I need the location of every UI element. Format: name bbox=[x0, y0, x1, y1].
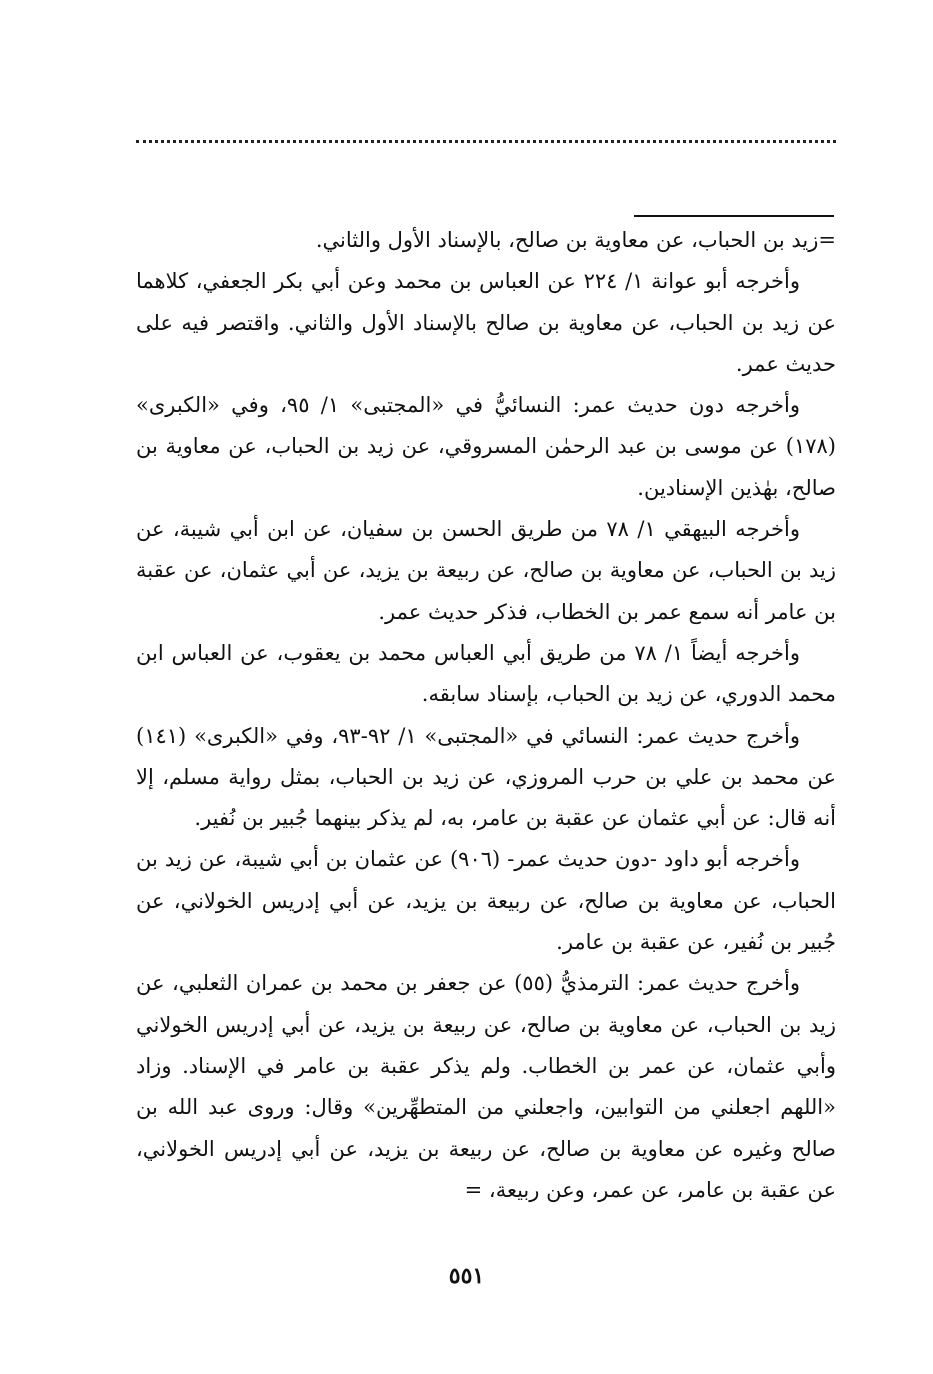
footnote-text bbox=[136, 220, 836, 1211]
page-number: ٥٥١ bbox=[448, 1263, 485, 1289]
footnote-separator-line bbox=[634, 215, 834, 217]
paragraph-8: وأخرج حديث عمر: الترمذيُّ (٥٥) عن جعفر بن محمد بن عمران الثعلبي، عن زيد بن الحباب، عن معاوية بن صالح، عن ربيعة بن يزيد، عن أبي إدريس الخولاني وأبي عثمان، عن عمر بن الخطاب. ولم يذكر عقبة بن عامر في الإسناد. وزاد «اللهم اجعلني من التوابين، واجعلني من المتطهِّرين» وقال: وروى عبد الله بن صالح وغيره عن معاوية بن صالح، عن ربيعة بن يزيد، عن أبي إدريس الخولاني، عن عقبة بن عامر، عن عمر، وعن ربيعة، = bbox=[136, 971, 836, 1202]
paragraph-3: وأخرجه دون حديث عمر: النسائيُّ في «المجتبى» ١/ ٩٥، وفي «الكبرى» (١٧٨) عن موسى بن عبد الرحمٰن المسروقي، عن زيد بن الحباب، عن معاوية بن صالح، بهٰذين الإسنادين. bbox=[136, 393, 836, 500]
paragraph-5: وأخرجه أيضاً ١/ ٧٨ من طريق أبي العباس محمد بن يعقوب، عن العباس ابن محمد الدوري، عن زيد بن الحباب، بإسناد سابقه. bbox=[136, 640, 836, 707]
paragraph-6: وأخرج حديث عمر: النسائي في «المجتبى» ١/ ٩٢-٩٣، وفي «الكبرى» (١٤١) عن محمد بن علي بن حرب المروزي، عن زيد بن الحباب، بمثل رواية مسلم، إلا أنه قال: عن أبي عثمان عن عقبة بن عامر، به، لم يذكر بينهما جُبير بن نُفير. bbox=[136, 723, 836, 831]
paragraph-1: =زيد بن الحباب، عن معاوية بن صالح، بالإسناد الأول والثاني. bbox=[315, 228, 836, 252]
paragraph-4: وأخرجه البيهقي ١/ ٧٨ من طريق الحسن بن سفيان، عن ابن أبي شيبة، عن زيد بن الحباب، عن معاوية بن صالح، عن ربيعة بن يزيد، عن أبي عثمان، عن عقبة بن عامر أنه سمع عمر بن الخطاب، فذكر حديث عمر. bbox=[136, 517, 836, 624]
dotted-separator bbox=[136, 140, 836, 143]
paragraph-2: وأخرجه أبو عوانة ١/ ٢٢٤ عن العباس بن محمد وعن أبي بكر الجعفي، كلاهما عن زيد بن الحباب، عن معاوية بن صالح بالإسناد الأول والثاني. واقتصر فيه على حديث عمر. bbox=[136, 269, 836, 376]
paragraph-7: وأخرجه أبو داود -دون حديث عمر- (٩٠٦) عن عثمان بن أبي شيبة، عن زيد بن الحباب، عن معاوية بن صالح، عن ربيعة بن يزيد، عن أبي إدريس الخولاني، عن جُبير بن نُفير، عن عقبة بن عامر. bbox=[136, 847, 836, 955]
